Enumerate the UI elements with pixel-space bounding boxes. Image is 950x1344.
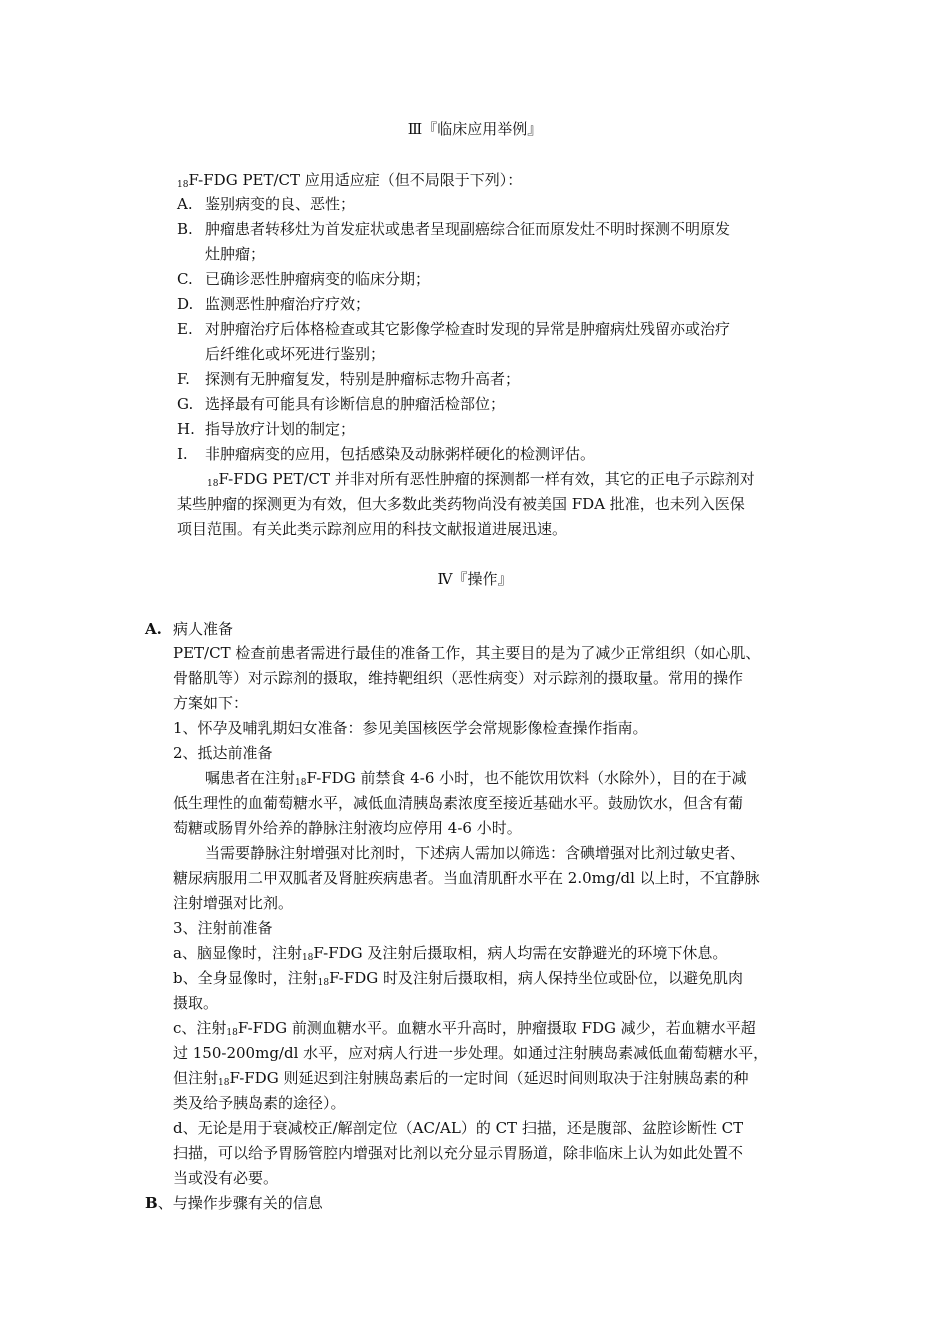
paragraph-line xyxy=(173,1018,756,1041)
indications-intro-text: F-FDG PET/CT 应用适应症（但不局限于下列）： xyxy=(188,171,523,189)
note-text: F-FDG PET/CT 并非对所有恶性肿瘤的探测都一样有效，其它的正电子示踪剂对 xyxy=(218,470,755,488)
subsection-title: 病人准备 xyxy=(173,620,234,638)
indication-text: 对肿瘤治疗后体格检查或其它影像学检查时发现的异常是肿瘤病灶残留亦或治疗 xyxy=(205,320,731,338)
text-fragment: F-FDG 则延迟到注射胰岛素后的一定时间（延迟时间则取决于注射胰岛素的种 xyxy=(229,1069,749,1087)
subsection-title: 、与操作步骤有关的信息 xyxy=(157,1194,323,1212)
indication-text-continued: 后纤维化或坏死进行鉴别； xyxy=(205,345,386,363)
indication-item xyxy=(177,394,193,414)
paragraph-line xyxy=(205,768,747,791)
paragraph-line: 当需要静脉注射增强对比剂时，下述病人需加以筛选：含碘增强对比剂过敏史者、 xyxy=(205,844,746,862)
text-fragment: 但注射 xyxy=(173,1069,219,1087)
text-fragment: 嘱患者在注射 xyxy=(205,769,296,787)
indication-text: 指导放疗计划的制定； xyxy=(205,420,356,438)
indication-item xyxy=(177,369,190,389)
paragraph-line: 低生理性的血葡萄糖水平，减低血清胰岛素浓度至接近基础水平。鼓励饮水，但含有葡 xyxy=(173,794,744,812)
item-marker: I. xyxy=(177,445,188,463)
isotope-superscript: 18 xyxy=(226,1028,238,1038)
section-heading-clinical-applications: Ⅲ『临床应用举例』 xyxy=(407,120,543,138)
item-marker: C. xyxy=(177,270,193,288)
paragraph-line: 摄取。 xyxy=(173,994,219,1012)
indication-text: 已确诊恶性肿瘤病变的临床分期； xyxy=(205,270,431,288)
paragraph-line xyxy=(173,1068,748,1091)
step-2-heading: 2、抵达前准备 xyxy=(173,744,273,762)
isotope-superscript: 18 xyxy=(207,479,219,489)
subsection-marker: B xyxy=(145,1194,158,1212)
indication-text-continued: 灶肿瘤； xyxy=(205,245,266,263)
indication-text: 监测恶性肿瘤治疗疗效； xyxy=(205,295,371,313)
indication-text: 选择最有可能具有诊断信息的肿瘤活检部位； xyxy=(205,395,506,413)
item-marker: H. xyxy=(177,420,195,438)
text-fragment: a、脑显像时，注射 xyxy=(173,944,302,962)
text-fragment: F-FDG 时及注射后摄取相，病人保持坐位或卧位，以避免肌肉 xyxy=(329,969,744,987)
subsection-marker: A. xyxy=(145,620,162,638)
paragraph-line: d、无论是用于衰减校正/解剖定位（AC/AL）的 CT 扫描，还是腹部、盆腔诊断性 CT xyxy=(173,1119,744,1137)
isotope-superscript: 18 xyxy=(317,978,330,988)
indication-text: 肿瘤患者转移灶为首发症状或患者呈现副癌综合征而原发灶不明时探测不明原发 xyxy=(205,220,731,238)
text-fragment: F-FDG 前测血糖水平。血糖水平升高时，肿瘤摄取 FDG 减少，若血糖水平超 xyxy=(237,1019,756,1037)
indications-intro xyxy=(177,170,522,193)
indication-text: 鉴别病变的良、恶性； xyxy=(205,195,356,213)
item-marker: B. xyxy=(177,220,193,238)
isotope-superscript: 18 xyxy=(177,180,189,190)
paragraph-line: 当或没有必要。 xyxy=(173,1169,279,1187)
isotope-superscript: 18 xyxy=(218,1078,230,1088)
paragraph-line xyxy=(173,943,727,966)
text-fragment: F-FDG 前禁食 4-6 小时，也不能饮用饮料（水除外），目的在于减 xyxy=(306,769,747,787)
item-marker: G. xyxy=(177,395,194,413)
isotope-superscript: 18 xyxy=(295,778,307,788)
indication-item xyxy=(177,294,193,314)
isotope-superscript: 18 xyxy=(301,953,314,963)
indication-text: 非肿瘤病变的应用，包括感染及动脉粥样硬化的检测评估。 xyxy=(205,445,596,463)
paragraph-line: 萄糖或肠胃外给养的静脉注射液均应停用 4-6 小时。 xyxy=(173,819,522,837)
note-paragraph-line: 某些肿瘤的探测更为有效，但大多数此类药物尚没有被美国 FDA 批准，也未列入医保 xyxy=(177,495,745,513)
item-marker: E. xyxy=(177,320,193,338)
paragraph-line: 注射增强对比剂。 xyxy=(173,894,294,912)
item-marker: A. xyxy=(177,195,193,213)
note-paragraph-line: 项目范围。有关此类示踪剂应用的科技文献报道进展迅速。 xyxy=(177,520,568,538)
note-paragraph-line xyxy=(207,469,755,492)
text-fragment: b、全身显像时，注射 xyxy=(173,969,318,987)
indication-item xyxy=(177,219,193,239)
item-marker: D. xyxy=(177,295,194,313)
paragraph-line: 糖尿病服用二甲双胍者及肾脏疾病患者。当血清肌酐水平在 2.0mg/dl 以上时，不宜静脉 xyxy=(173,869,760,887)
indication-item xyxy=(177,419,195,439)
paragraph-line: 骨骼肌等）对示踪剂的摄取，维持靶组织（恶性病变）对示踪剂的摄取量。常用的操作 xyxy=(173,669,744,687)
step-3-heading: 3、注射前准备 xyxy=(173,919,273,937)
subsection-b-heading xyxy=(145,1193,323,1213)
paragraph-line: 类及给予胰岛素的途径）。 xyxy=(173,1094,346,1112)
paragraph-line xyxy=(173,968,743,991)
indication-item xyxy=(177,444,188,464)
indication-item xyxy=(177,319,193,339)
item-marker: F. xyxy=(177,370,190,388)
indication-item xyxy=(177,194,193,214)
paragraph-line: PET/CT 检查前患者需进行最佳的准备工作，其主要目的是为了减少正常组织（如心肌、 xyxy=(173,644,761,662)
paragraph-line: 过 150-200mg/dl 水平，应对病人行进一步处理。如通过注射胰岛素减低血葡萄糖水平， xyxy=(173,1044,769,1062)
paragraph-line: 方案如下： xyxy=(173,694,249,712)
paragraph-line: 扫描，可以给予胃肠管腔内增强对比剂以充分显示胃肠道，除非临床上认为如此处置不 xyxy=(173,1144,744,1162)
step-1: 1、怀孕及哺乳期妇女准备：参见美国核医学会常规影像检查操作指南。 xyxy=(173,719,648,737)
text-fragment: F-FDG 及注射后摄取相，病人均需在安静避光的环境下休息。 xyxy=(313,944,728,962)
indication-text: 探测有无肿瘤复发，特别是肿瘤标志物升高者； xyxy=(205,370,521,388)
subsection-a-heading xyxy=(145,619,234,639)
text-fragment: c、注射 xyxy=(173,1019,227,1037)
section-heading-operation: Ⅳ『操作』 xyxy=(437,570,513,588)
indication-item xyxy=(177,269,193,289)
